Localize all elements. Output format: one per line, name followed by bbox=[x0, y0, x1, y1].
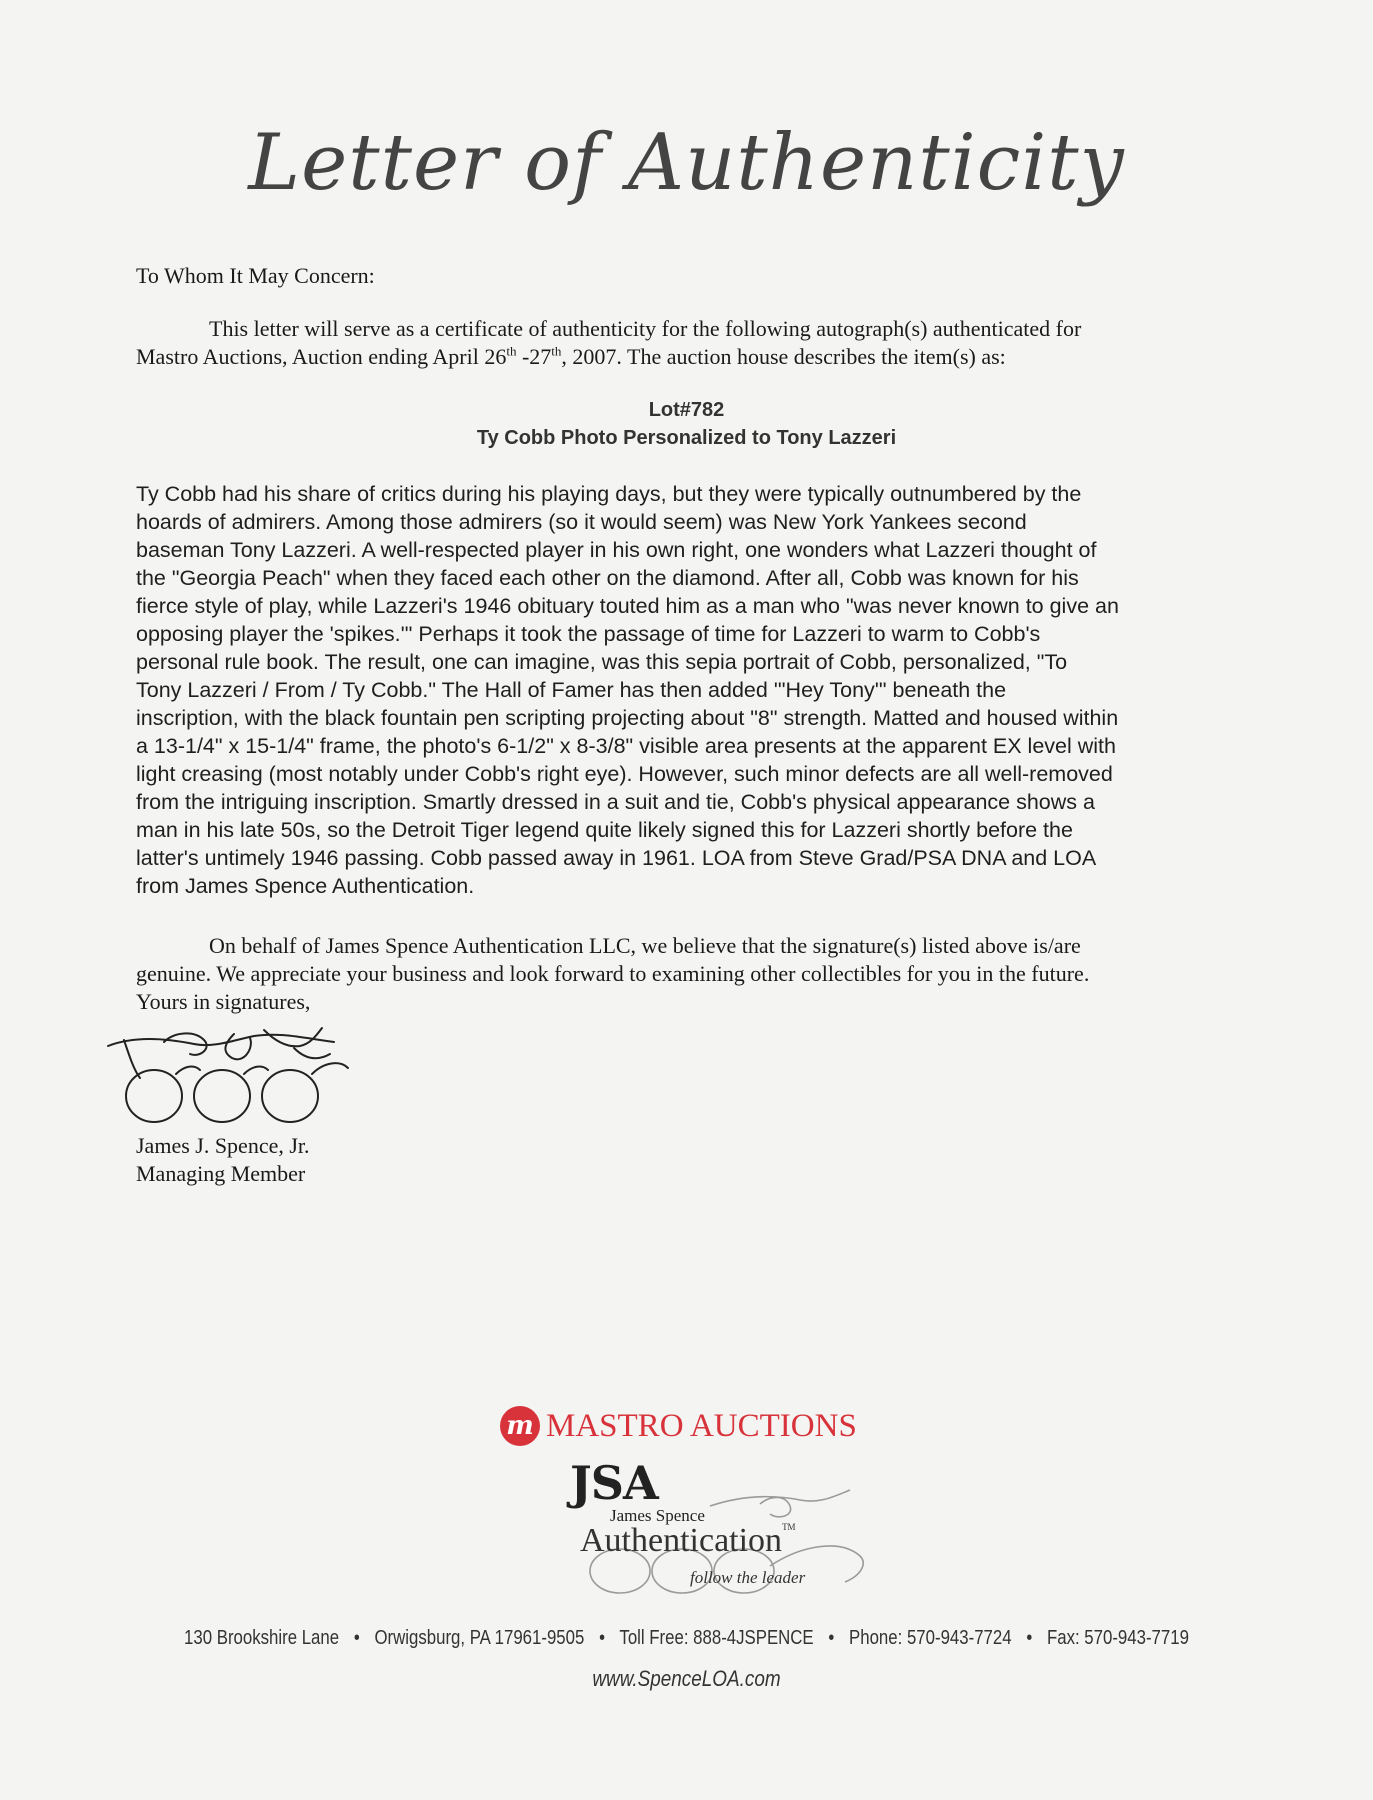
description-line: opposing player the 'spikes.'" Perhaps it took the passage of time for Lazzeri to warm to Cobb's bbox=[136, 622, 1041, 646]
intro-date-end: -27 bbox=[516, 344, 552, 369]
footer-tollfree: Toll Free: 888-4JSPENCE bbox=[619, 1627, 814, 1649]
footer-phone: Phone: 570-943-7724 bbox=[849, 1627, 1012, 1649]
description-line: personal rule book. The result, one can imagine, was this sepia portrait of Cobb, personalized, "To bbox=[136, 650, 1068, 674]
footer-website[interactable]: www.SpenceLOA.com bbox=[592, 1666, 781, 1691]
signer-name: James J. Spence, Jr. bbox=[136, 1133, 310, 1158]
description-line: latter's untimely 1946 passing. Cobb passed away in 1961. LOA from Steve Grad/PSA DNA and LOA bbox=[136, 846, 1097, 870]
jsa-logo-letters: JSA bbox=[570, 1456, 658, 1510]
description-line: a 13-1/4" x 15-1/4" frame, the photo's 6-1/2" x 8-3/8" visible area presents at the apparent EX level with bbox=[136, 734, 1116, 758]
footer-street: 130 Brookshire Lane bbox=[184, 1627, 340, 1649]
lot-heading bbox=[0, 396, 1373, 452]
intro-paragraph bbox=[136, 315, 1246, 371]
footer-contact bbox=[110, 1627, 1263, 1650]
description-line: fierce style of play, while Lazzeri's 1946 obituary touted him as a man who "was never known to give an bbox=[136, 594, 1119, 618]
logos-block bbox=[500, 1398, 920, 1603]
jsa-logo-authentication bbox=[580, 1522, 796, 1560]
footer-fax: Fax: 570-943-7719 bbox=[1046, 1627, 1189, 1649]
description-line: from the intriguing inscription. Smartly dressed in a suit and tie, Cobb's physical appearance shows a bbox=[136, 790, 1095, 814]
intro-line-1: This letter will serve as a certificate of authenticity for the following autograph(s) authenticated for bbox=[209, 316, 1082, 341]
signer-block bbox=[136, 1132, 310, 1188]
separator-dot: • bbox=[353, 1627, 360, 1649]
footer-city: Orwigsburg, PA 17961-9505 bbox=[374, 1627, 585, 1649]
lot-item-title: Ty Cobb Photo Personalized to Tony Lazzeri bbox=[476, 427, 897, 449]
description-line: the "Georgia Peach" when they faced each other on the diamond. After all, Cobb was known for his bbox=[136, 566, 1079, 590]
intro-date-start: Mastro Auctions, Auction ending April 26 bbox=[136, 344, 507, 369]
item-description bbox=[136, 480, 1266, 900]
description-line: light creasing (most notably under Cobb's right eye). However, such minor defects are all well-removed bbox=[136, 762, 1113, 786]
description-line: hoards of admirers. Among those admirers (so it would seem) was New York Yankees second bbox=[136, 510, 1027, 534]
signer-role: Managing Member bbox=[136, 1161, 306, 1186]
intro-sup-1: th bbox=[506, 343, 517, 359]
description-line: baseman Tony Lazzeri. A well-respected player in his own right, one wonders what Lazzeri thought of bbox=[136, 538, 1097, 562]
intro-line-2-end: , 2007. The auction house describes the item(s) as: bbox=[561, 344, 1006, 369]
trademark-mark: TM bbox=[782, 1522, 796, 1532]
mastro-auctions-logo bbox=[500, 1406, 857, 1446]
mastro-logo-text: MASTRO AUCTIONS bbox=[546, 1407, 857, 1444]
closing-line-1: On behalf of James Spence Authentication LLC, we believe that the signature(s) listed above is/are bbox=[209, 933, 1081, 958]
mastro-logo-mark: m bbox=[500, 1406, 540, 1446]
salutation: To Whom It May Concern: bbox=[136, 263, 375, 288]
jsa-logo-subtitle: James Spence bbox=[610, 1506, 705, 1525]
description-line: man in his late 50s, so the Detroit Tiger legend quite likely signed this for Lazzeri shortly before the bbox=[136, 818, 1073, 842]
closing-paragraph bbox=[136, 932, 1089, 1016]
intro-line-2 bbox=[136, 343, 1246, 371]
page-title: Letter of Authenticity bbox=[248, 118, 1125, 208]
separator-dot: • bbox=[599, 1627, 605, 1649]
description-line: Ty Cobb had his share of critics during his playing days, but they were typically outnumbered by the bbox=[136, 482, 1082, 506]
description-line: inscription, with the black fountain pen scripting projecting about "8" strength. Matted and housed within bbox=[136, 706, 1119, 730]
jsa-tagline: follow the leader bbox=[690, 1568, 806, 1587]
jsa-logo bbox=[560, 1456, 890, 1596]
intro-sup-2: th bbox=[551, 343, 562, 359]
handwritten-signature bbox=[104, 1018, 360, 1128]
description-line: Tony Lazzeri / From / Ty Cobb." The Hall of Famer has then added '"Hey Tony'" beneath the bbox=[136, 678, 1007, 702]
closing-line-3: Yours in signatures, bbox=[136, 989, 311, 1014]
separator-dot: • bbox=[828, 1627, 835, 1649]
separator-dot: • bbox=[1026, 1627, 1033, 1649]
jsa-auth-text: Authentication bbox=[580, 1522, 783, 1559]
closing-line-2: genuine. We appreciate your business and look forward to examining other collectibles for you in the future. bbox=[136, 961, 1090, 986]
lot-number: Lot#782 bbox=[648, 399, 725, 421]
description-line: from James Spence Authentication. bbox=[136, 874, 475, 898]
